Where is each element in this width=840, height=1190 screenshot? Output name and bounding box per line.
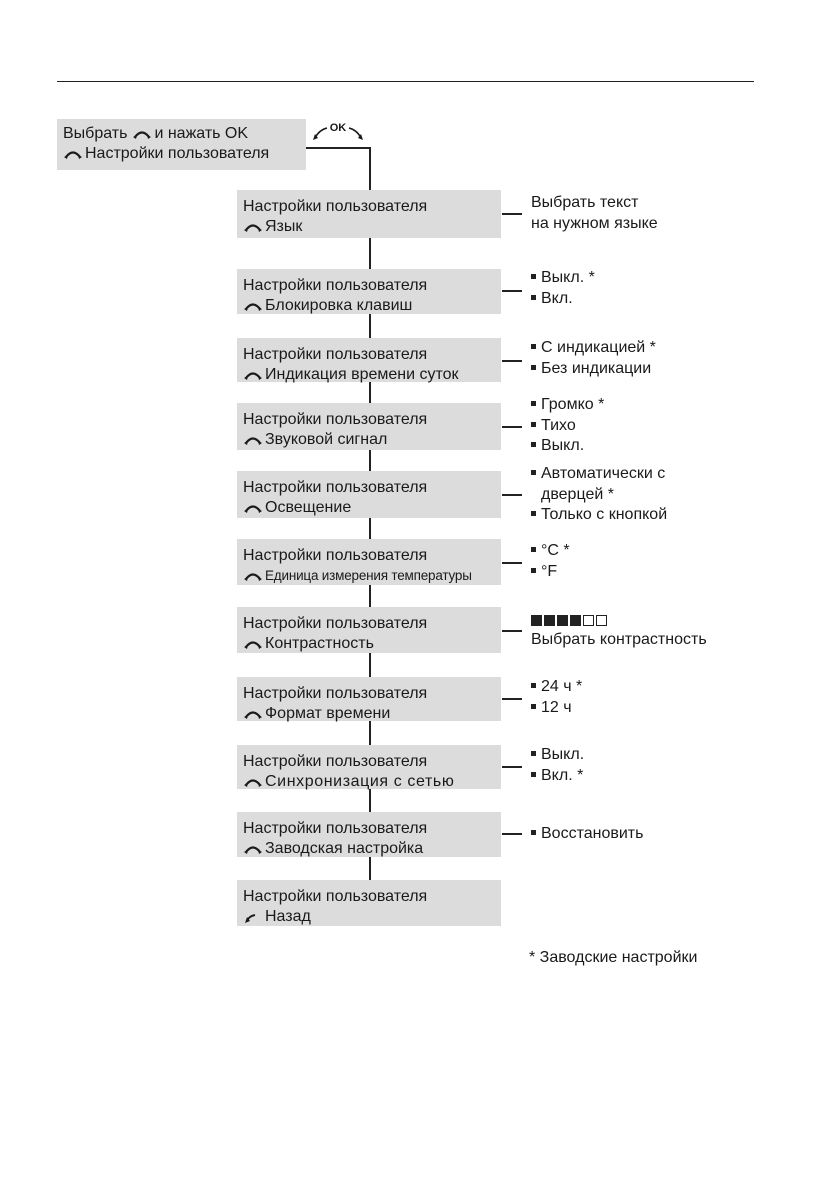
contrast-square-filled bbox=[544, 615, 555, 626]
options-network-sync bbox=[531, 745, 584, 786]
menu-item-sub: Язык bbox=[265, 218, 303, 235]
option-text: °F bbox=[541, 562, 558, 580]
menu-item-sub: Индикация времени суток bbox=[265, 366, 459, 383]
options-sound bbox=[531, 395, 604, 457]
contrast-level-indicator bbox=[531, 615, 707, 626]
rotary-selector-icon bbox=[243, 842, 263, 856]
contrast-square-empty bbox=[583, 615, 594, 626]
connector bbox=[369, 382, 371, 403]
header-menu-label: Настройки пользователя bbox=[85, 145, 270, 162]
bullet-icon bbox=[531, 442, 536, 447]
connector bbox=[369, 518, 371, 539]
rotary-selector-icon bbox=[243, 299, 263, 313]
menu-item-language[interactable] bbox=[237, 190, 501, 238]
option-text: Выбрать контрастность bbox=[531, 631, 707, 648]
menu-item-title: Настройки пользователя bbox=[243, 479, 428, 496]
contrast-square-empty bbox=[596, 615, 607, 626]
top-rule bbox=[57, 81, 754, 82]
header-press-ok-text: и нажать OK bbox=[154, 125, 249, 142]
options-time-format bbox=[531, 677, 582, 718]
option-connector bbox=[502, 698, 522, 700]
connector bbox=[369, 147, 371, 190]
menu-item-title: Настройки пользователя bbox=[243, 615, 428, 632]
option-text: Выкл. bbox=[541, 437, 585, 454]
options-time-display bbox=[531, 338, 656, 379]
option-text: Выкл. bbox=[541, 746, 585, 763]
connector bbox=[369, 789, 371, 812]
option-connector bbox=[502, 630, 522, 632]
option-text: Автоматически с bbox=[541, 465, 666, 482]
options-contrast bbox=[531, 613, 707, 651]
option-connector bbox=[502, 833, 522, 835]
rotary-selector-icon bbox=[243, 433, 263, 447]
bullet-icon bbox=[531, 547, 536, 552]
option-text: Громко * bbox=[541, 396, 605, 413]
rotary-selector-icon bbox=[243, 501, 263, 515]
options-temperature-unit bbox=[531, 541, 570, 582]
menu-item-sub: Синхронизация с сетью bbox=[265, 773, 455, 790]
bullet-icon bbox=[531, 772, 536, 777]
bullet-icon bbox=[531, 422, 536, 427]
menu-item-sub: Контрастность bbox=[265, 635, 374, 652]
menu-item-title: Настройки пользователя bbox=[243, 547, 428, 564]
contrast-square-filled bbox=[557, 615, 568, 626]
menu-item-lighting[interactable] bbox=[237, 471, 501, 518]
menu-item-back[interactable] bbox=[237, 880, 501, 926]
bullet-icon bbox=[531, 683, 536, 688]
option-text: °C * bbox=[541, 542, 570, 559]
option-connector bbox=[502, 494, 522, 496]
option-text: 24 ч * bbox=[541, 678, 583, 695]
option-connector bbox=[502, 426, 522, 428]
option-text: Только с кнопкой bbox=[541, 506, 668, 523]
connector bbox=[369, 857, 371, 880]
menu-item-title: Настройки пользователя bbox=[243, 820, 428, 837]
rotary-selector-icon bbox=[243, 569, 263, 583]
option-text: Тихо bbox=[541, 416, 576, 434]
option-text: Вкл. * bbox=[541, 766, 584, 784]
option-connector bbox=[502, 360, 522, 362]
menu-item-title: Настройки пользователя bbox=[243, 277, 428, 294]
bullet-icon bbox=[531, 365, 536, 370]
bullet-icon bbox=[531, 470, 536, 475]
header-box bbox=[57, 119, 306, 170]
option-text: дверцей * bbox=[541, 485, 614, 503]
rotary-selector-icon bbox=[243, 707, 263, 721]
menu-item-title: Настройки пользователя bbox=[243, 411, 428, 428]
menu-item-network-sync[interactable] bbox=[237, 745, 501, 789]
contrast-square-filled bbox=[531, 615, 542, 626]
bullet-icon bbox=[531, 401, 536, 406]
connector bbox=[306, 147, 370, 149]
menu-item-key-lock[interactable] bbox=[237, 269, 501, 314]
back-arrow-icon bbox=[243, 910, 263, 924]
menu-item-sub: Освещение bbox=[265, 499, 352, 516]
rotary-selector-icon bbox=[243, 368, 263, 382]
options-language bbox=[531, 192, 658, 234]
option-connector bbox=[502, 766, 522, 768]
menu-item-sub: Формат времени bbox=[265, 705, 391, 722]
menu-item-sound[interactable] bbox=[237, 403, 501, 450]
option-text: Выкл. * bbox=[541, 269, 595, 286]
menu-item-sub: Заводская настройка bbox=[265, 840, 424, 857]
rotary-selector-icon bbox=[63, 147, 83, 161]
connector bbox=[369, 721, 371, 745]
bullet-icon bbox=[531, 830, 536, 835]
menu-item-temperature-unit[interactable] bbox=[237, 539, 501, 585]
menu-item-sub: Звуковой сигнал bbox=[265, 431, 388, 448]
ok-label: OK bbox=[329, 122, 347, 134]
bullet-icon bbox=[531, 511, 536, 516]
connector bbox=[369, 238, 371, 269]
menu-item-factory-reset[interactable] bbox=[237, 812, 501, 857]
rotary-selector-icon bbox=[243, 637, 263, 651]
menu-item-title: Настройки пользователя bbox=[243, 346, 428, 363]
menu-item-sub: Единица измерения температуры bbox=[265, 568, 472, 583]
option-text: Без индикации bbox=[541, 359, 652, 377]
connector bbox=[369, 450, 371, 471]
bullet-icon bbox=[531, 295, 536, 300]
option-text: Восстановить bbox=[541, 825, 644, 842]
options-key-lock bbox=[531, 268, 595, 309]
menu-item-title: Настройки пользователя bbox=[243, 685, 428, 702]
bullet-icon bbox=[531, 344, 536, 349]
menu-item-title: Настройки пользователя bbox=[243, 198, 428, 215]
menu-item-sub: Назад bbox=[265, 908, 311, 925]
contrast-square-filled bbox=[570, 615, 581, 626]
menu-item-contrast[interactable] bbox=[237, 607, 501, 653]
option-connector bbox=[502, 290, 522, 292]
bullet-icon bbox=[531, 568, 536, 573]
menu-item-time-format[interactable] bbox=[237, 677, 501, 721]
rotary-selector-icon bbox=[132, 127, 152, 141]
option-text: Вкл. bbox=[541, 289, 573, 307]
header-line2 bbox=[63, 144, 300, 164]
bullet-icon bbox=[531, 704, 536, 709]
rotary-selector-icon bbox=[243, 775, 263, 789]
option-text: 12 ч bbox=[541, 698, 572, 716]
menu-item-title: Настройки пользователя bbox=[243, 888, 428, 905]
menu-item-time-display[interactable] bbox=[237, 338, 501, 382]
rotary-selector-icon bbox=[243, 220, 263, 234]
option-text: на нужном языке bbox=[531, 215, 658, 232]
menu-item-title: Настройки пользователя bbox=[243, 753, 428, 770]
connector bbox=[369, 314, 371, 338]
footnote: * Заводские настройки bbox=[529, 949, 698, 966]
options-lighting bbox=[531, 464, 667, 526]
option-connector bbox=[502, 562, 522, 564]
ok-arrow-icon bbox=[309, 118, 367, 144]
menu-item-sub: Блокировка клавиш bbox=[265, 297, 413, 314]
connector bbox=[369, 653, 371, 677]
bullet-icon bbox=[531, 274, 536, 279]
header-select-text: Выбрать bbox=[63, 125, 128, 142]
option-text: С индикацией * bbox=[541, 339, 656, 356]
header-line1 bbox=[63, 124, 300, 144]
option-connector bbox=[502, 213, 522, 215]
connector bbox=[369, 585, 371, 607]
options-factory-reset bbox=[531, 824, 643, 845]
option-text: Выбрать текст bbox=[531, 194, 639, 211]
bullet-icon bbox=[531, 751, 536, 756]
